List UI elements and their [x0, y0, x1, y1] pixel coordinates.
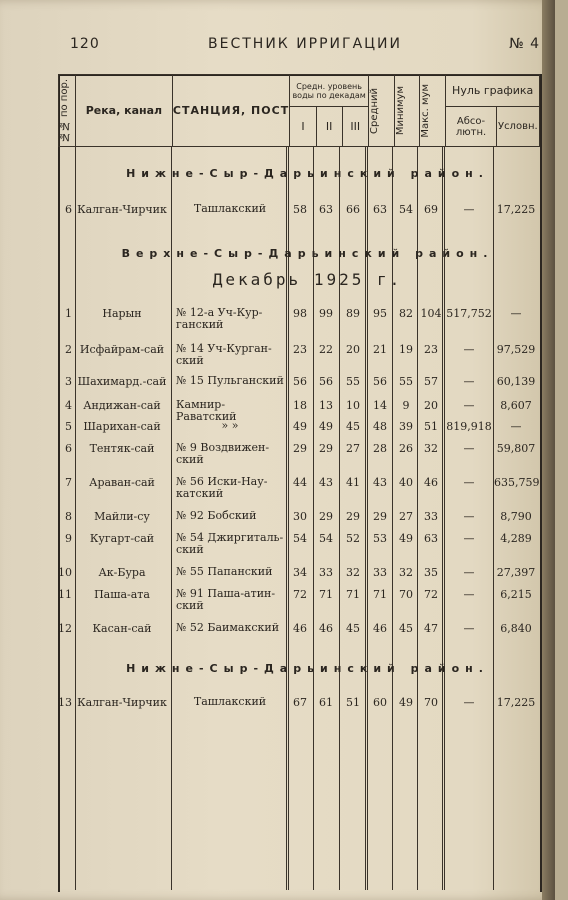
section-heading: Нижне-Сыр-Дарьинский район.: [126, 662, 489, 675]
river-name: Исфайрам-сай: [79, 343, 165, 356]
average-value: 29: [373, 510, 387, 523]
minimum-value: 39: [399, 420, 413, 433]
decade-1-value: 54: [293, 532, 307, 545]
decade-2-value: 13: [319, 399, 333, 412]
header-maximum: Макс. мум: [420, 75, 446, 147]
header-decade-1: I: [290, 107, 316, 147]
header-zero: Нуль графика: [446, 75, 540, 107]
river-name: Андижан-сай: [83, 399, 161, 412]
maximum-value: 57: [424, 375, 438, 388]
row-number: 9: [65, 532, 72, 545]
header-decades: Средн. уровень воды по декадам: [290, 75, 368, 107]
average-value: 71: [373, 588, 387, 601]
row-number: 2: [65, 343, 72, 356]
decade-2-value: 46: [319, 622, 333, 635]
average-value: 56: [373, 375, 387, 388]
station-name: Камнир-Раватский: [176, 398, 237, 423]
absolute-zero-value: —: [463, 566, 475, 579]
issue-number: № 4: [509, 36, 540, 52]
section-heading: Верхне-Сыр-Дарьинский район.: [121, 247, 494, 260]
decade-1-value: 72: [293, 588, 307, 601]
decade-3-value: 32: [346, 566, 360, 579]
minimum-value: 40: [399, 476, 413, 489]
decade-3-value: 20: [346, 343, 360, 356]
conditional-zero-value: 97,529: [496, 343, 536, 356]
minimum-value: 55: [399, 375, 413, 388]
maximum-value: 47: [424, 622, 438, 635]
decade-1-value: 49: [293, 420, 307, 433]
conditional-zero-value: —: [510, 420, 522, 433]
absolute-zero-value: —: [463, 588, 475, 601]
absolute-zero-value: —: [463, 442, 475, 455]
header-river: Река, канал: [76, 75, 173, 147]
minimum-value: 26: [399, 442, 413, 455]
page-number: 120: [70, 36, 100, 52]
station-name: » »: [221, 419, 239, 432]
average-value: 43: [373, 476, 387, 489]
conditional-zero-value: 59,807: [496, 442, 536, 455]
minimum-value: 70: [399, 588, 413, 601]
absolute-zero-value: —: [463, 622, 475, 635]
table-header: [58, 74, 540, 147]
maximum-value: 33: [424, 510, 438, 523]
decade-3-value: 71: [346, 588, 360, 601]
decade-2-value: 99: [319, 307, 333, 320]
decade-3-value: 51: [346, 696, 360, 709]
minimum-value: 45: [399, 622, 413, 635]
absolute-zero-value: —: [463, 696, 475, 709]
decade-3-value: 10: [346, 399, 360, 412]
station-name: № 12-а Уч-Кур-ганский: [176, 306, 263, 331]
river-name: Шахимард.-сай: [77, 375, 167, 388]
decade-1-value: 29: [293, 442, 307, 455]
row-number: 10: [58, 566, 72, 579]
row-number: 12: [58, 622, 72, 635]
river-name: Нарын: [102, 307, 142, 320]
row-number: 6: [65, 442, 72, 455]
absolute-zero-value: —: [463, 532, 475, 545]
river-name: Ак-Бура: [98, 566, 146, 579]
row-number: 8: [65, 510, 72, 523]
decade-2-value: 29: [319, 442, 333, 455]
maximum-value: 72: [424, 588, 438, 601]
row-number: 5: [65, 420, 72, 433]
book-spine: [542, 0, 555, 900]
river-name: Калган-Чирчик: [77, 203, 167, 216]
maximum-value: 32: [424, 442, 438, 455]
conditional-zero-value: 635,759: [494, 476, 540, 489]
row-number: 6: [65, 203, 72, 216]
decade-2-value: 56: [319, 375, 333, 388]
minimum-value: 49: [399, 696, 413, 709]
decade-2-value: 63: [319, 203, 333, 216]
decade-1-value: 56: [293, 375, 307, 388]
station-name: Ташлакский: [193, 695, 267, 708]
month-heading: Декабрь 1925 г.: [212, 270, 403, 289]
river-name: Кугарт-сай: [89, 532, 155, 545]
decade-1-value: 58: [293, 203, 307, 216]
station-name: № 56 Иски-Нау-катский: [176, 475, 268, 500]
river-name: Паша-ата: [94, 588, 150, 601]
conditional-zero-value: —: [510, 307, 522, 320]
average-value: 21: [373, 343, 387, 356]
river-name: Касан-сай: [92, 622, 152, 635]
row-number: 7: [65, 476, 72, 489]
decade-1-value: 98: [293, 307, 307, 320]
conditional-zero-value: 17,225: [496, 203, 536, 216]
header-average: Средний: [368, 75, 394, 147]
river-name: Майли-су: [94, 510, 150, 523]
station-name: № 55 Папанский: [176, 565, 273, 578]
station-name: № 15 Пульганский: [176, 374, 284, 387]
maximum-value: 20: [424, 399, 438, 412]
maximum-value: 104: [420, 307, 442, 320]
river-name: Тентяк-сай: [89, 442, 155, 455]
average-value: 46: [373, 622, 387, 635]
decade-3-value: 45: [346, 420, 360, 433]
decade-1-value: 44: [293, 476, 307, 489]
conditional-zero-value: 6,840: [500, 622, 532, 635]
station-name: № 92 Бобский: [176, 509, 257, 522]
decade-1-value: 18: [293, 399, 307, 412]
decade-3-value: 45: [346, 622, 360, 635]
page-header: [70, 36, 540, 56]
decade-1-value: 46: [293, 622, 307, 635]
river-name: Шарихан-сай: [83, 420, 161, 433]
decade-1-value: 67: [293, 696, 307, 709]
minimum-value: 9: [402, 399, 410, 412]
average-value: 14: [373, 399, 387, 412]
minimum-value: 27: [399, 510, 413, 523]
decade-2-value: 54: [319, 532, 333, 545]
absolute-zero-value: 517,752: [446, 307, 492, 320]
row-number: 11: [58, 588, 72, 601]
header-station: СТАНЦИЯ, ПОСТ: [172, 75, 290, 147]
decade-2-value: 29: [319, 510, 333, 523]
journal-title: ВЕСТНИК ИРРИГАЦИИ: [208, 36, 402, 52]
decade-2-value: 33: [319, 566, 333, 579]
decade-3-value: 29: [346, 510, 360, 523]
station-name: № 54 Джиргиталь-ский: [176, 531, 284, 556]
river-name: Араван-сай: [89, 476, 155, 489]
conditional-zero-value: 8,607: [500, 399, 532, 412]
conditional-zero-value: 60,139: [496, 375, 536, 388]
absolute-zero-value: —: [463, 343, 475, 356]
maximum-value: 51: [424, 420, 438, 433]
absolute-zero-value: —: [463, 203, 475, 216]
maximum-value: 46: [424, 476, 438, 489]
conditional-zero-value: 8,790: [500, 510, 532, 523]
row-number: 3: [65, 375, 72, 388]
average-value: 60: [373, 696, 387, 709]
maximum-value: 63: [424, 532, 438, 545]
decade-1-value: 30: [293, 510, 307, 523]
maximum-value: 70: [424, 696, 438, 709]
minimum-value: 49: [399, 532, 413, 545]
header-conditional: Условн.: [496, 107, 539, 147]
station-name: № 91 Паша-атин-ский: [176, 587, 276, 612]
decade-3-value: 52: [346, 532, 360, 545]
decade-2-value: 43: [319, 476, 333, 489]
decade-3-value: 89: [346, 307, 360, 320]
absolute-zero-value: 819,918: [446, 420, 492, 433]
average-value: 28: [373, 442, 387, 455]
decade-3-value: 55: [346, 375, 360, 388]
conditional-zero-value: 17,225: [496, 696, 536, 709]
minimum-value: 54: [399, 203, 413, 216]
absolute-zero-value: —: [463, 399, 475, 412]
header-decade-2: II: [316, 107, 342, 147]
station-name: № 9 Воздвижен-ский: [176, 441, 270, 466]
absolute-zero-value: —: [463, 375, 475, 388]
average-value: 63: [373, 203, 387, 216]
average-value: 48: [373, 420, 387, 433]
average-value: 53: [373, 532, 387, 545]
station-name: № 52 Баимакский: [176, 621, 280, 634]
decade-2-value: 61: [319, 696, 333, 709]
average-value: 33: [373, 566, 387, 579]
decade-1-value: 23: [293, 343, 307, 356]
row-number: 13: [58, 696, 72, 709]
average-value: 95: [373, 307, 387, 320]
station-name: № 14 Уч-Курган-ский: [176, 342, 272, 367]
conditional-zero-value: 6,215: [500, 588, 532, 601]
conditional-zero-value: 4,289: [500, 532, 532, 545]
station-name: Ташлакский: [193, 202, 267, 215]
decade-3-value: 66: [346, 203, 360, 216]
absolute-zero-value: —: [463, 510, 475, 523]
header-minimum: Минимум: [395, 75, 420, 147]
minimum-value: 32: [399, 566, 413, 579]
minimum-value: 82: [399, 307, 413, 320]
decade-1-value: 34: [293, 566, 307, 579]
maximum-value: 69: [424, 203, 438, 216]
decade-3-value: 41: [346, 476, 360, 489]
conditional-zero-value: 27,397: [496, 566, 536, 579]
maximum-value: 23: [424, 343, 438, 356]
maximum-value: 35: [424, 566, 438, 579]
header-decade-3: III: [342, 107, 368, 147]
absolute-zero-value: —: [463, 476, 475, 489]
decade-3-value: 27: [346, 442, 360, 455]
header-number: №№ по пор.: [59, 75, 76, 147]
minimum-value: 19: [399, 343, 413, 356]
row-number: 1: [65, 307, 72, 320]
river-name: Калган-Чирчик: [77, 696, 167, 709]
section-heading: Нижне-Сыр-Дарьинский район.: [126, 167, 489, 180]
decade-2-value: 71: [319, 588, 333, 601]
decade-2-value: 22: [319, 343, 333, 356]
header-absolute: Абсо-лютн.: [446, 107, 496, 147]
row-number: 4: [65, 399, 72, 412]
decade-2-value: 49: [319, 420, 333, 433]
